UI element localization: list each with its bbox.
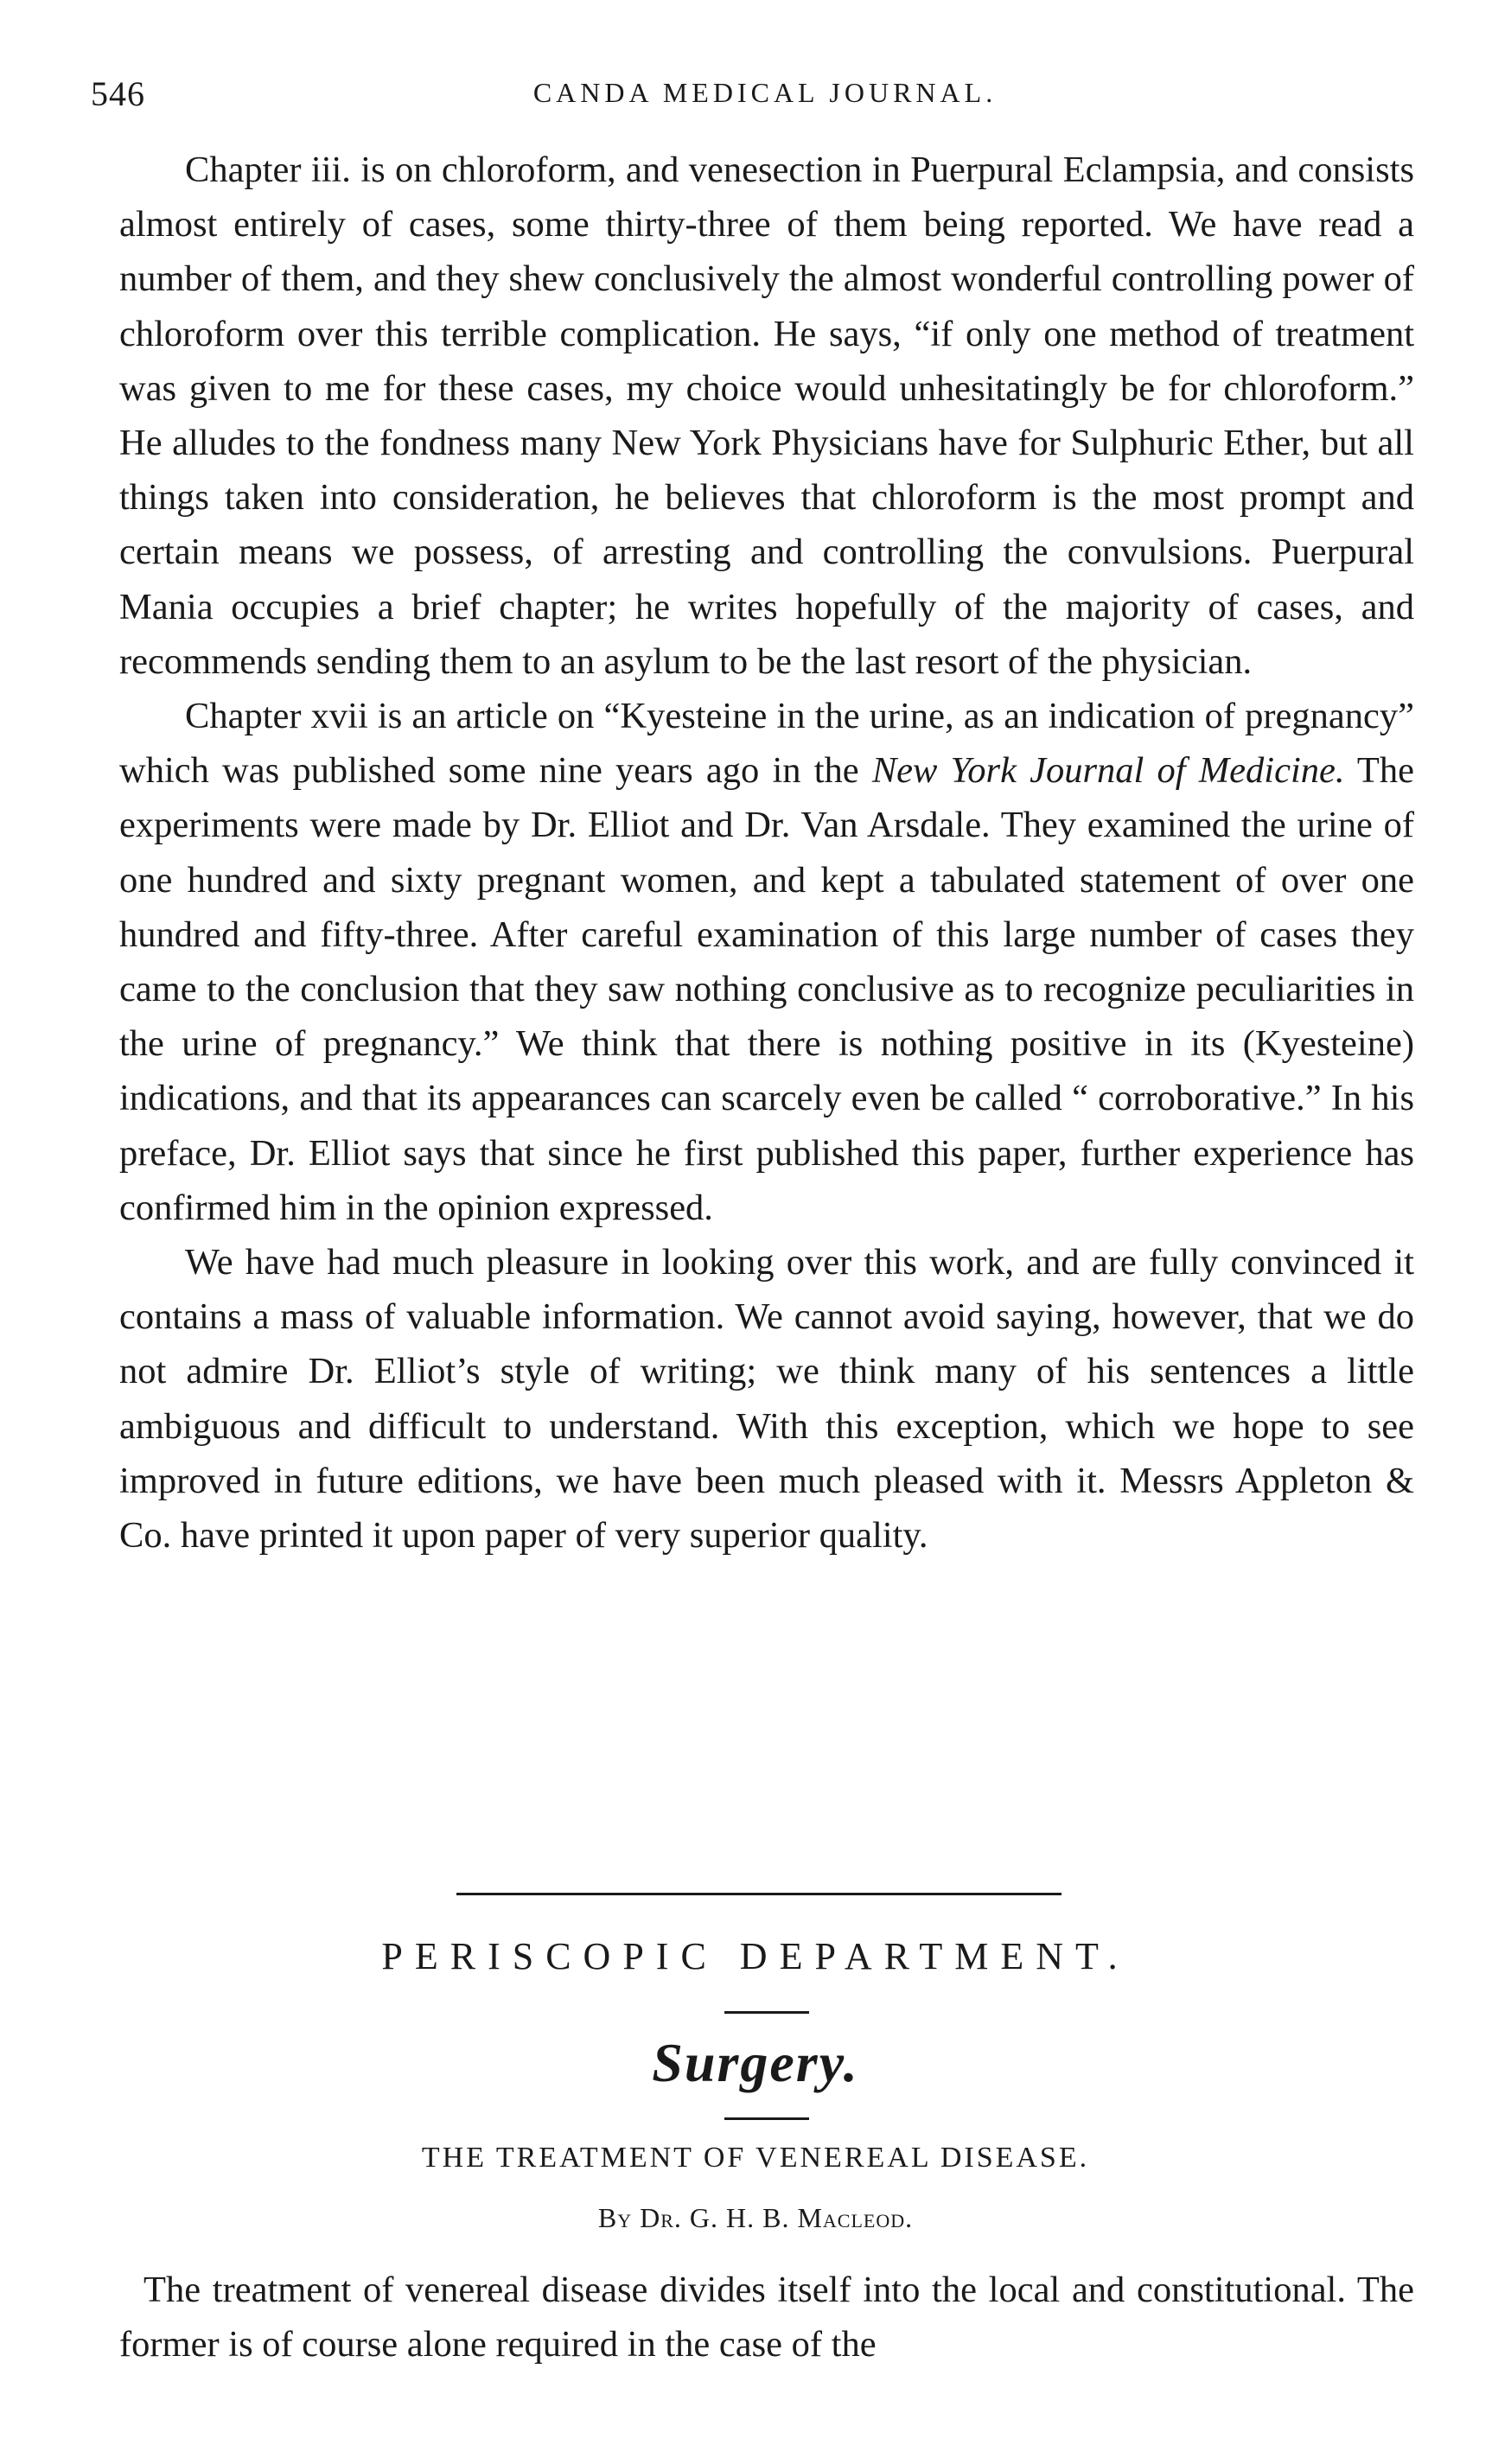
article-title: THE TREATMENT OF VENEREAL DISEASE. xyxy=(421,2142,1090,2174)
paragraph-chloroform: Chapter iii. is on chloroform, and venesection in Puerpural Eclampsia, and consists almost entirely of cases, some thirty-three of them being reported. We have read a number of them, and they shew conclusively the almost wonderful controlling power of chloroform over this terrible complication. He says, “if only one method of treatment was given to me for these cases, my choice would unhesitatingly be for chloroform.” He alludes to the fondness many New York Physicians have for Sulphuric Ether, but all things taken into consideration, he believes that chloroform is the most prompt and certain means we possess, of arresting and controlling the convulsions. Puerpural Mania occupies a brief chapter; he writes hopefully of the majority of cases, and recommends sending them to an asylum to be the last resort of the physician. xyxy=(119,150,1414,682)
page-number: 546 xyxy=(91,74,145,113)
paragraph-kyesteine xyxy=(119,689,1414,1235)
section-heading-surgery: Surgery. xyxy=(652,2032,859,2093)
short-rule-top xyxy=(724,2011,809,2014)
paragraph-conclusion: We have had much pleasure in looking over this work, and are fully convinced it contains a mass of valuable information. We cannot avoid saying, however, that we do not admire Dr. Elliot’s style of writing; we think many of his sentences a little ambiguous and difficult to understand. With this exception, which we hope to see improved in future editions, we have been much pleased with it. Messrs Appleton & Co. have printed it upon paper of very superior quality. xyxy=(119,1242,1414,1557)
article-text xyxy=(119,2263,1414,2372)
article-opening-paragraph: The treatment of venereal disease divides itself into the local and constitutional. The former is of course alone required in the case of the xyxy=(119,2270,1414,2365)
short-rule-bottom xyxy=(724,2117,809,2120)
review-text xyxy=(119,143,1414,1563)
running-title: CANDA MEDICAL JOURNAL. xyxy=(532,77,998,108)
section-divider-rule xyxy=(456,1893,1062,1895)
article-byline: By Dr. G. H. B. Macleod. xyxy=(597,2202,914,2233)
paragraph-kyesteine-part-1: Chapter xvii is an article on “Kyesteine in the urine, as an indication of pregnancy” which was published some nine years ago in the xyxy=(119,696,1414,792)
journal-title-italic: New York Journal of Medicine. xyxy=(871,750,1345,792)
page-header xyxy=(91,73,1439,125)
department-heading: PERISCOPIC DEPARTMENT. xyxy=(381,1935,1130,1977)
paragraph-kyesteine-part-2: The experiments were made by Dr. Elliot and Dr. Van Arsdale. They examined the urine of one hundred and sixty pregnant women, and kept a tabulated statement of over one hundred and fifty-three. After careful examination of this large number of cases they came to the conclusion that they saw nothing conclusive as to recognize peculiarities in the urine of pregnancy.” We think that there is nothing positive in its (Kyesteine) indications, and that its appearances can scarcely even be called “ corroborative.” In his preface, Dr. Elliot says that since he first published this paper, further experience has confirmed him in the opinion expressed. xyxy=(119,750,1415,1228)
